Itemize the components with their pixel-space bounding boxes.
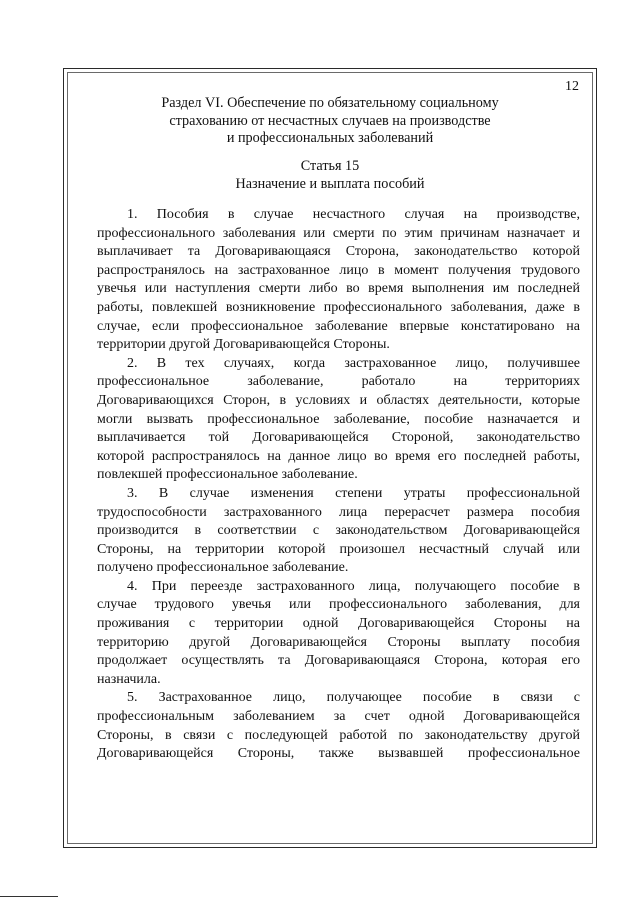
paragraph-line: производится в соответствии с законодательством Договаривающейся [97, 523, 580, 539]
paragraph-line: повлекшей профессиональное заболевание. [97, 467, 358, 483]
paragraph-line: 1. Пособия в случае несчастного случая на производстве, [127, 207, 580, 222]
paragraph-line: трудоспособности застрахованного лица перерасчет размера пособия [97, 504, 580, 520]
paragraph-line: выплачивается той Договаривающейся Стороной, законодательство [97, 430, 580, 446]
paragraph-4 [97, 578, 580, 690]
paragraph-1 [97, 206, 580, 355]
paragraph-line: выплачивает та Договаривающаяся Сторона, законодательство которой [97, 244, 580, 260]
paragraph-3 [97, 485, 580, 578]
paragraph-line: Стороны, в связи с последующей работой по законодательству другой [97, 727, 580, 743]
section-title-line: Раздел VI. Обеспечение по обязательному социальному [161, 95, 499, 111]
paragraph-line: профессиональным заболеванием за счет одной Договаривающейся [97, 709, 580, 725]
paragraph-line: могли вызвать профессиональное заболевание, пособие назначается и [97, 411, 580, 427]
paragraph-2 [97, 355, 580, 485]
paragraph-line: проживания с территории одной Договаривающейся Стороны на [97, 616, 580, 632]
page-edge-mark [0, 896, 58, 897]
paragraph-line: продолжает осуществлять та Договаривающаяся Сторона, которая его [97, 653, 580, 669]
article-number: Статья 15 [300, 158, 360, 174]
paragraph-line: которой распространялось на данное лицо во время его последней работы, [97, 448, 580, 464]
paragraph-line: случае, если профессиональное заболевание впервые констатировано на [97, 318, 580, 334]
paragraph-line: 4. При переезде застрахованного лица, получающего пособие в [127, 578, 580, 594]
paragraph-line: территорию другой Договаривающейся Стороны выплату пособия [97, 634, 580, 650]
paragraph-line: случае трудового увечья или профессионального заболевания, для [97, 597, 580, 613]
paragraph-line: Договаривающейся Стороны, также вызвавшей профессиональное [97, 746, 580, 762]
paragraph-line: 2. В тех случаях, когда застрахованное лицо, получившее [127, 355, 580, 371]
paragraph-line: работы, повлекшей возникновение профессионального заболевания, даже в [97, 299, 580, 315]
paragraph-5 [97, 689, 580, 763]
article-heading [90, 158, 570, 193]
paragraph-line: увечья или наступления смерти либо во время выполнения им последней [97, 281, 580, 297]
article-title: Назначение и выплата пособий [235, 175, 425, 192]
paragraph-line: 5. Застрахованное лицо, получающее пособие в связи с [127, 690, 580, 706]
paragraph-line: назначила. [97, 671, 161, 687]
paragraph-line: профессиональное заболевание, работало на территориях [97, 374, 580, 390]
paragraph-line: профессионального заболевания или смерти по этим причинам назначает и [97, 225, 580, 241]
paragraph-line: Договаривающихся Сторон, в условиях и областях деятельности, которые [97, 392, 580, 408]
section-title [90, 95, 570, 148]
paragraph-line: территории другой Договаривающейся Стороны. [97, 337, 390, 353]
paragraph-line: 3. В случае изменения степени утраты профессиональной [127, 485, 580, 501]
section-title-line: страхованию от несчастных случаев на производстве [169, 112, 491, 129]
article-body [97, 206, 580, 764]
paragraph-line: получено профессиональное заболевание. [97, 560, 349, 576]
section-title-line: и профессиональных заболеваний [226, 130, 434, 146]
paragraph-line: Стороны, на территории которой произошел несчастный случай или [97, 541, 580, 557]
paragraph-line: распространялось на застрахованное лицо в момент получения трудового [97, 262, 580, 278]
page-number: 12 [565, 79, 579, 94]
